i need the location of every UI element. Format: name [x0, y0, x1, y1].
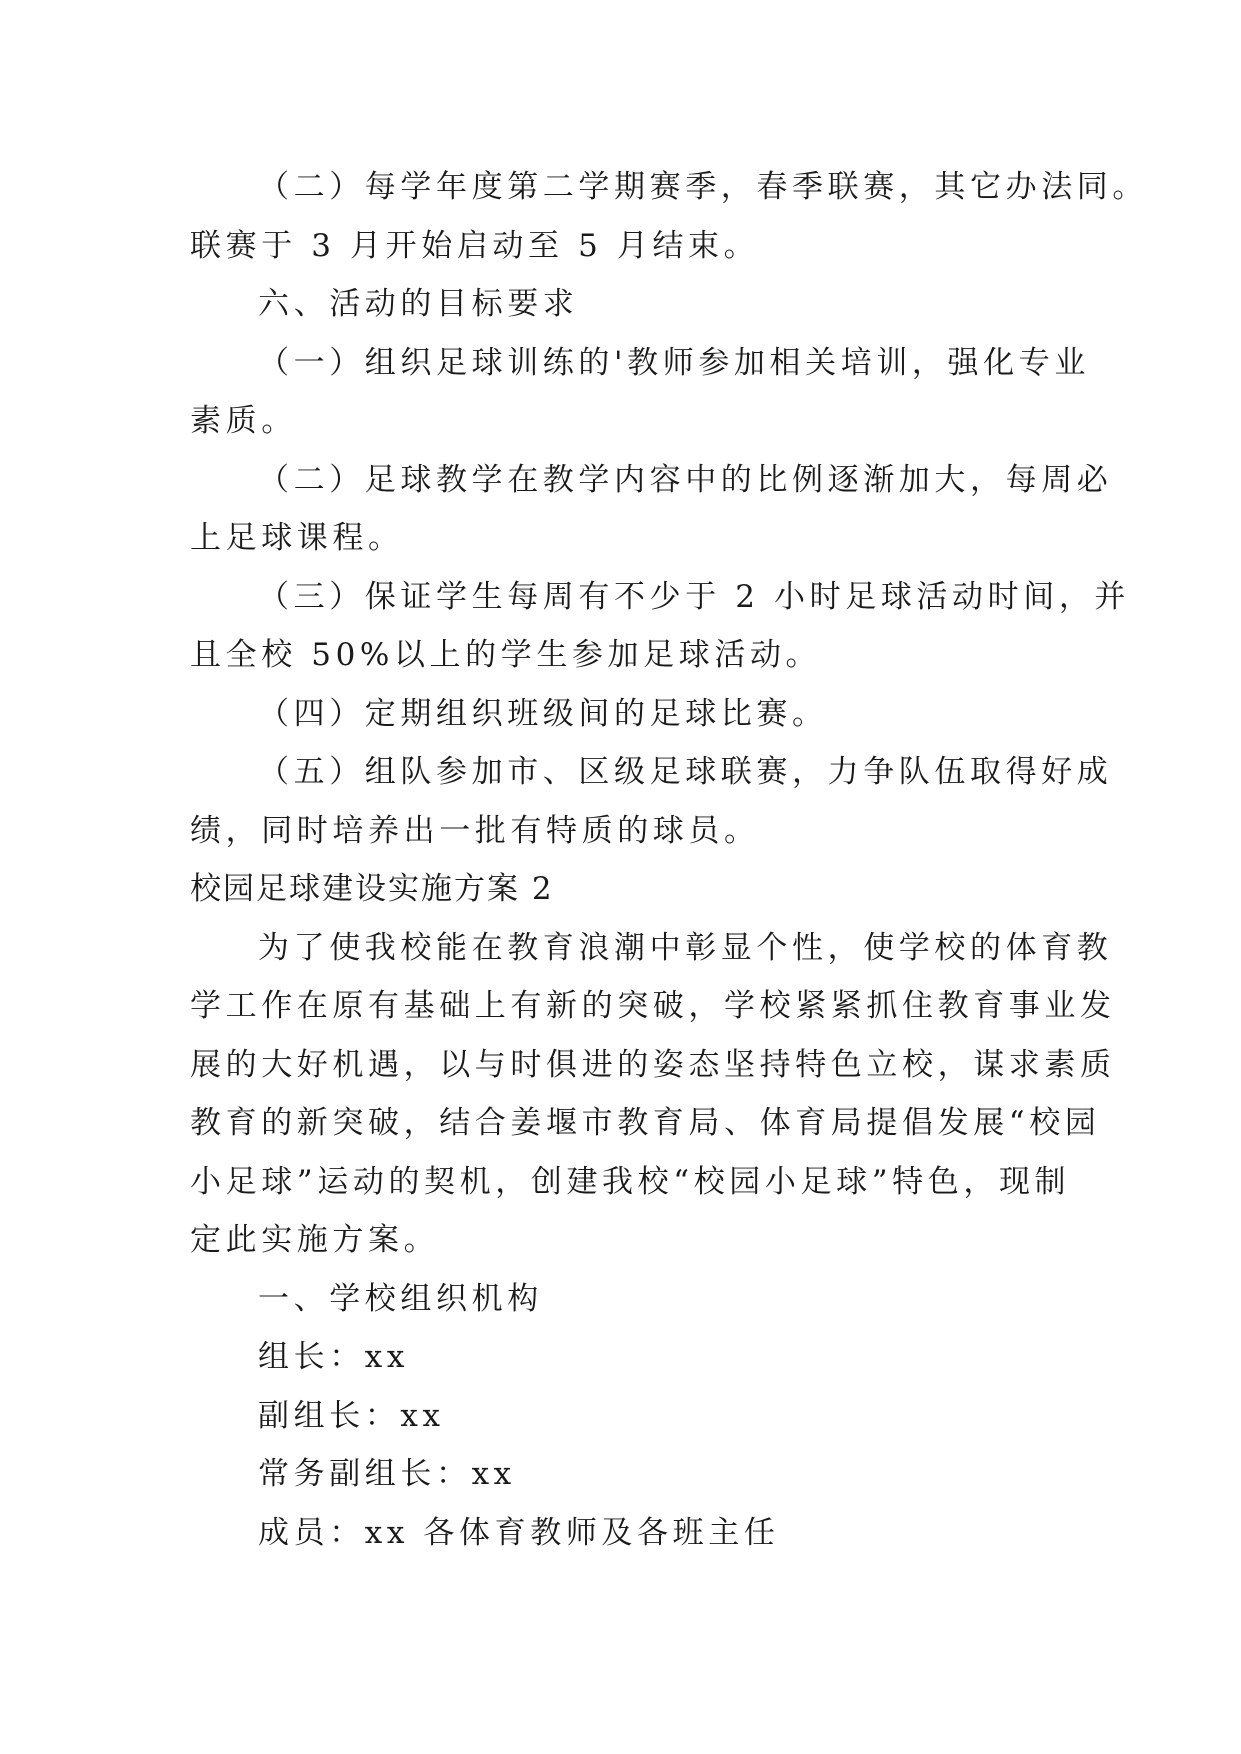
paragraph-line: 学工作在原有基础上有新的突破，学校紧紧抓住教育事业发: [190, 988, 1116, 1024]
paragraph-line: 展的大好机遇，以与时俱进的姿态坚持特色立校，谋求素质: [190, 1046, 1116, 1083]
org-member-line: 副组长：xx: [258, 1397, 445, 1434]
document-title: 校园足球建设实施方案 2: [190, 871, 554, 907]
org-member-line: 组长：xx: [258, 1339, 409, 1375]
paragraph-line: 联赛于 3 月开始启动至 5 月结束。: [190, 227, 760, 264]
section-heading: 一、学校组织机构: [258, 1280, 543, 1317]
section-heading: 六、活动的目标要求: [258, 286, 579, 322]
paragraph-line: （二）每学年度第二学期赛季，春季联赛，其它办法同。: [258, 169, 1148, 205]
paragraph-line: （三）保证学生每周有不少于 2 小时足球活动时间，并: [258, 578, 1131, 615]
paragraph-line: （五）组队参加市、区级足球联赛，力争队伍取得好成: [258, 754, 1113, 790]
paragraph-line: （一）组织足球训练的'教师参加相关培训，强化专业: [258, 344, 1090, 381]
paragraph-line: 教育的新突破，结合姜堰市教育局、体育局提倡发展“校园: [190, 1105, 1101, 1141]
paragraph-line: 上足球课程。: [190, 520, 404, 556]
paragraph-line: （四）定期组织班级间的足球比赛。: [258, 695, 828, 732]
paragraph-line: 且全校 50%以上的学生参加足球活动。: [190, 637, 822, 673]
paragraph-line: 绩，同时培养出一批有特质的球员。: [190, 812, 760, 849]
paragraph-line: 为了使我校能在教育浪潮中彰显个性，使学校的体育教: [258, 929, 1113, 966]
org-member-line: 成员：xx 各体育教师及各班主任: [258, 1514, 780, 1551]
paragraph-line: 素质。: [190, 403, 297, 439]
org-member-line: 常务副组长：xx: [258, 1456, 516, 1492]
paragraph-line: 定此实施方案。: [190, 1222, 440, 1258]
paragraph-line: （二）足球教学在教学内容中的比例逐渐加大，每周必: [258, 461, 1113, 498]
document-body: [190, 158, 1148, 1562]
paragraph-line: 小足球”运动的契机，创建我校“校园小足球”特色，现制: [190, 1163, 1071, 1200]
